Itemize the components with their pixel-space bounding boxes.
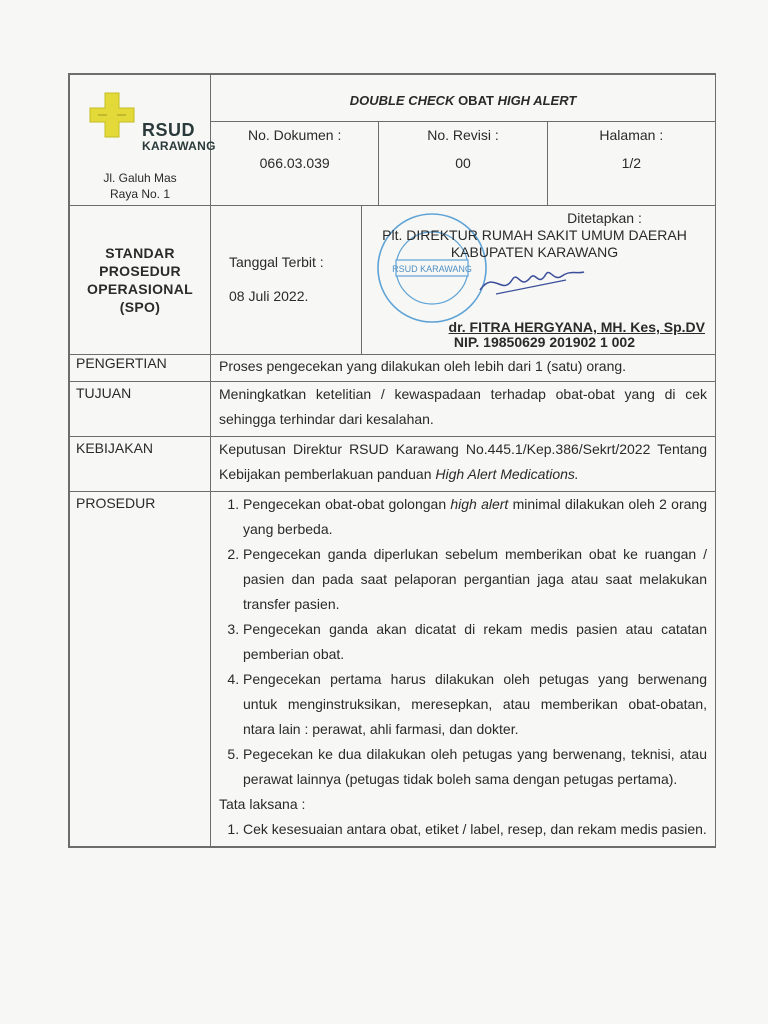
list-item: 2. Pengecekan ganda diperlukan sebelum memberikan obat ke ruangan / pasien dan pada saat pelaporan pergantian jaga atau saat melakukan transfer pasien. xyxy=(243,542,707,617)
doc-number-label: No. Dokumen : xyxy=(247,127,342,143)
revision-col xyxy=(378,122,546,205)
spo-line-3: OPERASIONAL xyxy=(87,281,193,297)
tata-laksana-label: Tata laksana : xyxy=(219,796,306,812)
prosedur-row xyxy=(70,492,716,847)
kebijakan-main: Keputusan Direktur RSUD Karawang No.445.1/Kep.386/Sekrt/2022 Tentang Kebijakan pemberlakuan panduan xyxy=(219,441,707,482)
org-short: RSUD xyxy=(142,120,196,140)
pengertian-label: PENGERTIAN xyxy=(70,355,211,382)
set-label: Ditetapkan : xyxy=(567,210,642,226)
header-info-cell xyxy=(211,75,716,206)
spo-info-columns xyxy=(211,206,715,354)
doc-number-col xyxy=(211,122,378,205)
list-item: 1. Cek kesesuaian antara obat, etiket / label, resep, dan rekam medis pasien. xyxy=(243,817,707,842)
tujuan-row xyxy=(70,382,716,437)
signer-name: dr. FITRA HERGYANA, MH. Kes, Sp.DV xyxy=(448,319,705,335)
issued-value: 08 Juli 2022. xyxy=(229,288,309,304)
pengertian-text: Proses pengecekan yang dilakukan oleh lebih dari 1 (satu) orang. xyxy=(211,355,716,382)
kebijakan-italic: High Alert Medications. xyxy=(435,466,579,482)
p1-a: Pengecekan obat-obat golongan xyxy=(243,496,447,512)
spo-info-cell xyxy=(211,206,716,355)
tujuan-label: TUJUAN xyxy=(70,382,211,437)
title-part-1: DOUBLE CHECK xyxy=(349,93,455,108)
prosedur-content xyxy=(211,492,716,847)
list-item xyxy=(243,492,707,542)
spo-line-4: (SPO) xyxy=(119,299,161,315)
spo-row xyxy=(70,206,716,355)
kebijakan-text xyxy=(211,437,716,492)
rsud-cross-logo-icon xyxy=(88,91,136,139)
approval-col xyxy=(362,206,715,354)
revision-value: 00 xyxy=(455,155,471,171)
prosedur-list xyxy=(219,492,707,792)
doc-meta-columns xyxy=(211,122,715,205)
issued-label: Tanggal Terbit : xyxy=(229,254,324,270)
director-line-2: KABUPATEN KARAWANG xyxy=(450,244,619,260)
tata-laksana-list xyxy=(219,817,707,842)
list-item: 5. Pegecekan ke dua dilakukan oleh petugas yang berwenang, teknisi, atau perawat lainnya (petugas tidak boleh sama dengan petugas pertama). xyxy=(243,742,707,792)
signer-block xyxy=(362,320,705,350)
revision-label: No. Revisi : xyxy=(427,127,499,143)
list-item: 3. Pengecekan ganda akan dicatat di rekam medis pasien atau catatan pemberian obat. xyxy=(243,617,707,667)
signer-nip: NIP. 19850629 201902 1 002 xyxy=(453,334,635,350)
signature-icon xyxy=(476,260,586,304)
approval-block xyxy=(362,210,707,261)
org-city: KARAWANG xyxy=(142,139,216,153)
doc-number-value: 066.03.039 xyxy=(259,155,330,171)
address-line-1: Jl. Galuh Mas xyxy=(103,171,177,185)
document-table xyxy=(69,74,716,847)
kebijakan-label: KEBIJAKAN xyxy=(70,437,211,492)
spo-title-cell xyxy=(70,206,211,355)
title-part-2: OBAT xyxy=(458,93,494,108)
logo-cell xyxy=(70,75,216,206)
page-label: Halaman : xyxy=(599,127,664,143)
address xyxy=(70,170,210,202)
list-item: 4. Pengecekan pertama harus dilakukan oleh petugas yang berwenang untuk menginstruksikan, meresepkan, atau memberikan obat-obatan, ntara lain : perawat, ahli farmasi, dan dokter. xyxy=(243,667,707,742)
header-row xyxy=(70,75,716,206)
spo-title xyxy=(70,206,210,316)
pengertian-row xyxy=(70,355,716,382)
spo-line-1: STANDAR xyxy=(105,245,175,261)
title-part-3: HIGH ALERT xyxy=(497,93,577,108)
director-line-1: Plt. DIREKTUR RUMAH SAKIT UMUM DAERAH xyxy=(382,227,687,243)
p1-b: high alert xyxy=(450,496,509,512)
issued-col xyxy=(211,206,362,354)
doc-meta-row xyxy=(211,121,715,205)
spo-document xyxy=(68,73,716,848)
address-line-2: Raya No. 1 xyxy=(109,187,171,201)
p1-c: minimal dilakukan oleh 2 orang yang berbeda. xyxy=(243,496,707,537)
tujuan-text: Meningkatkan ketelitian / kewaspadaan terhadap obat-obat yang di cek sehingga terhindar dari kesalahan. xyxy=(211,382,716,437)
spo-line-2: PROSEDUR xyxy=(99,263,181,279)
prosedur-label: PROSEDUR xyxy=(70,492,211,847)
document-title xyxy=(211,75,715,121)
page-value: 1/2 xyxy=(621,155,642,171)
stamp-label: RSUD KARAWANG xyxy=(392,264,472,274)
kebijakan-row xyxy=(70,437,716,492)
page-col xyxy=(547,122,715,205)
